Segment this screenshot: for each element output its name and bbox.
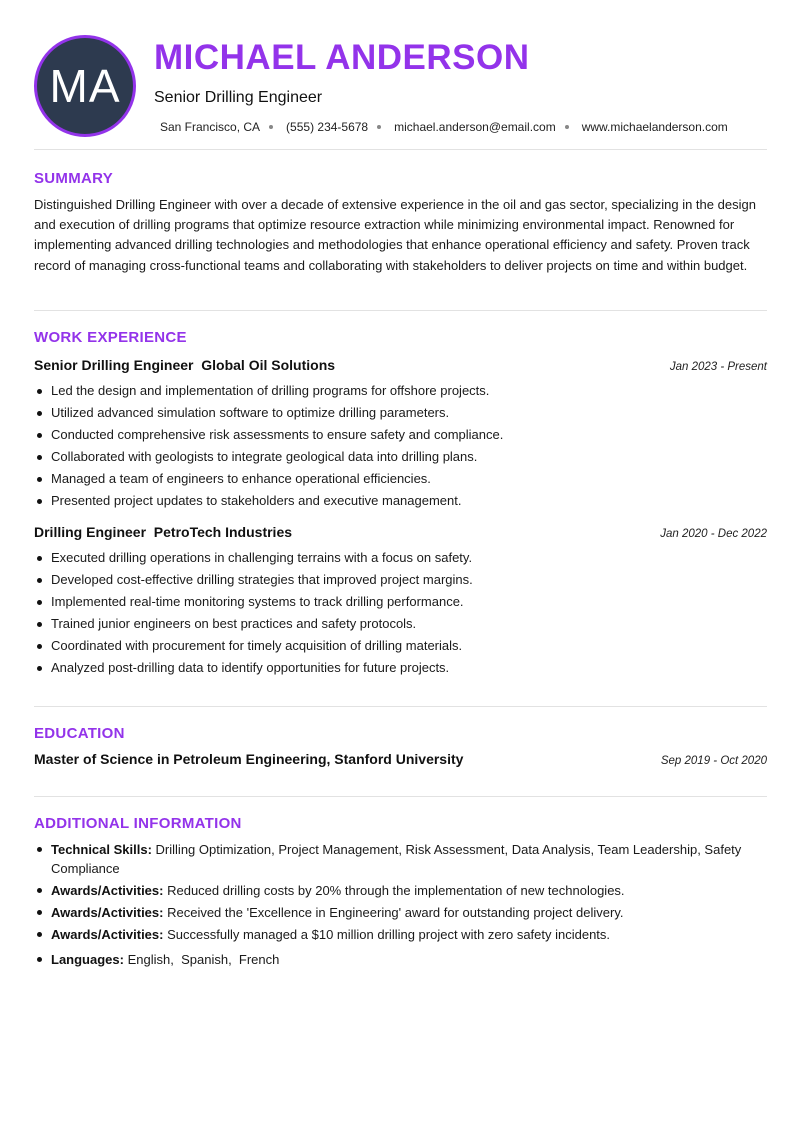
languages-item [34, 950, 767, 969]
job-bullets [34, 380, 767, 513]
section-title: ADDITIONAL INFORMATION [34, 815, 242, 832]
list-item: Presented project updates to stakeholders and executive management. [34, 490, 767, 512]
education-dates: Sep 2019 - Oct 2020 [660, 755, 767, 767]
contact-email[interactable]: michael.anderson@email.com [394, 120, 556, 134]
section-title: SUMMARY [34, 170, 114, 187]
info-text: Drilling Optimization, Project Management, Risk Assessment, Data Analysis, Team Leadership, Safety Compliance [51, 842, 742, 876]
list-item [34, 881, 767, 900]
list-item [34, 925, 767, 944]
separator-dot-icon [269, 125, 273, 129]
info-label: Awards/Activities: [51, 883, 164, 898]
job-header [34, 357, 767, 373]
language: , Spanish [170, 952, 228, 967]
education-degree: Master of Science in Petroleum Engineering, Stanford University [34, 751, 464, 767]
candidate-headline: Senior Drilling Engineer [154, 89, 323, 106]
list-item [34, 903, 767, 922]
job-entry [34, 524, 767, 680]
resume-header [34, 0, 767, 150]
list-item: Led the design and implementation of drilling programs for offshore projects. [34, 380, 767, 402]
info-label: Technical Skills: [51, 842, 152, 857]
education-section [34, 707, 767, 797]
list-item: Analyzed post-drilling data to identify opportunities for future projects. [34, 657, 767, 679]
job-title-company [34, 357, 335, 373]
avatar [34, 35, 136, 137]
list-item [34, 840, 767, 878]
job-dates: Jan 2023 - Present [669, 361, 767, 373]
job-title-company [34, 524, 292, 540]
info-label: Awards/Activities: [51, 905, 164, 920]
contact-phone: (555) 234-5678 [286, 120, 369, 134]
summary-text: Distinguished Drilling Engineer with over a decade of extensive experience in the oil and gas sector, specializing in the design and execution of drilling programs that optimize resource extraction while minimizing environmental impact. Renowned for implementing advanced drilling technologies and methodologies that enhance operational efficiency and safety. Proven track record of managing cross-functional teams and collaborating with stakeholders to deliver projects on time and within budget. [34, 197, 756, 273]
separator-dot-icon [377, 125, 381, 129]
section-title: EDUCATION [34, 725, 125, 742]
separator-dot-icon [565, 125, 569, 129]
languages-list [128, 952, 280, 967]
education-entry [34, 751, 767, 767]
job-entry [34, 357, 767, 513]
list-item: Coordinated with procurement for timely acquisition of drilling materials. [34, 635, 767, 657]
job-role: Senior Drilling Engineer [34, 357, 194, 373]
job-bullets [34, 547, 767, 680]
job-company: Global Oil Solutions [201, 357, 336, 373]
list-item: Developed cost-effective drilling strategies that improved project margins. [34, 569, 767, 591]
list-item: Executed drilling operations in challenging terrains with a focus on safety. [34, 547, 767, 569]
info-label: Awards/Activities: [51, 927, 164, 942]
list-item: Trained junior engineers on best practices and safety protocols. [34, 613, 767, 635]
avatar-initials: MA [49, 60, 121, 112]
contact-location: San Francisco, CA [160, 120, 261, 134]
language: , French [228, 952, 279, 967]
list-item: Implemented real-time monitoring systems to track drilling performance. [34, 591, 767, 613]
info-text: Received the 'Excellence in Engineering' award for outstanding project delivery. [167, 905, 624, 920]
work-experience-section [34, 311, 767, 707]
list-item: Conducted comprehensive risk assessments to ensure safety and compliance. [34, 424, 767, 446]
info-text: Successfully managed a $10 million drilling project with zero safety incidents. [167, 927, 611, 942]
job-role: Drilling Engineer [34, 523, 147, 540]
additional-info-list [34, 840, 767, 969]
info-text: Reduced drilling costs by 20% through the implementation of new technologies. [167, 883, 625, 898]
candidate-name: MICHAEL ANDERSON [154, 38, 530, 77]
summary-section [34, 150, 767, 311]
section-title: WORK EXPERIENCE [34, 329, 187, 346]
list-item: Collaborated with geologists to integrate geological data into drilling plans. [34, 446, 767, 468]
resume-page [34, 0, 767, 1130]
job-header [34, 524, 767, 540]
contact-info [160, 120, 728, 134]
list-item: Utilized advanced simulation software to optimize drilling parameters. [34, 402, 767, 424]
job-dates: Jan 2020 - Dec 2022 [660, 527, 767, 540]
job-company: PetroTech Industries [153, 523, 293, 540]
contact-website[interactable]: www.michaelanderson.com [581, 120, 728, 134]
list-item: Managed a team of engineers to enhance operational efficiencies. [34, 468, 767, 490]
info-label: Languages: [51, 952, 124, 967]
language: English [127, 952, 171, 967]
additional-info-section [34, 797, 767, 969]
